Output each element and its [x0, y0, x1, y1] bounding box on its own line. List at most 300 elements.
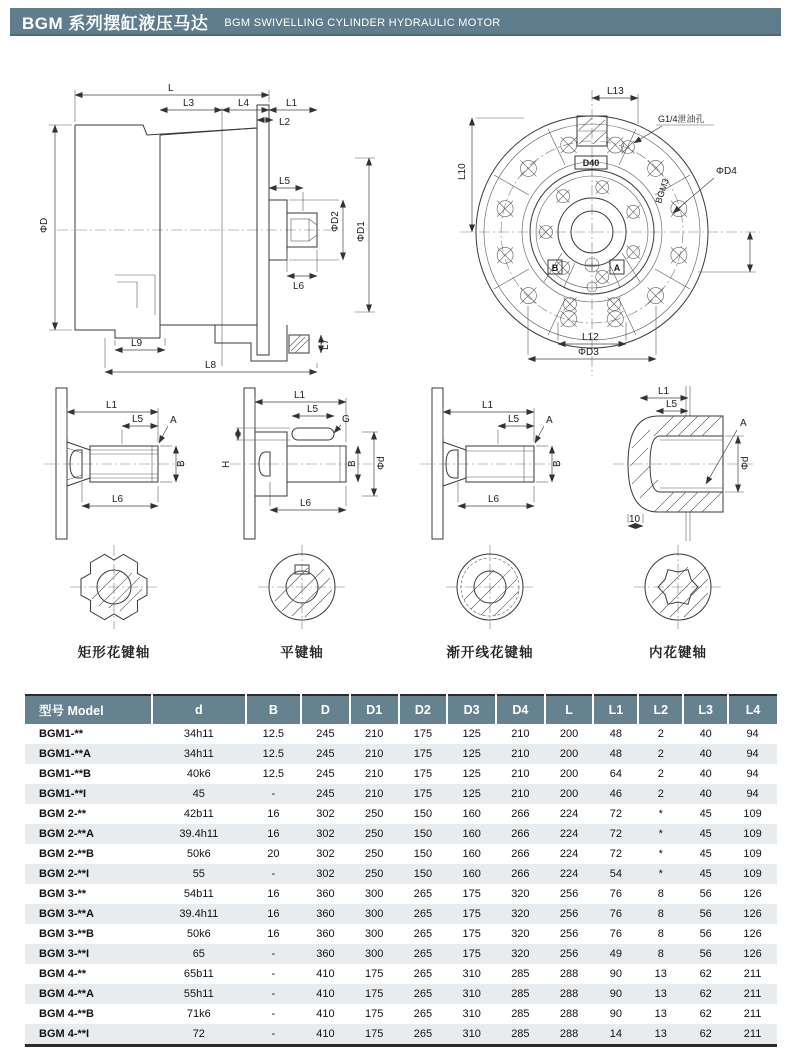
dim-label: ΦD4 [716, 166, 737, 177]
value-cell: 302 [316, 848, 335, 860]
flat-key-shaft-drawing [212, 386, 392, 541]
dim-label: L6 [488, 494, 500, 505]
value-cell: 109 [743, 808, 762, 820]
drain-annotation: G1/4泄油孔 [658, 114, 705, 124]
value-cell: 76 [609, 928, 623, 940]
value-cell: 310 [462, 1028, 481, 1040]
dim-label: B [552, 460, 563, 467]
value-cell: 175 [413, 788, 433, 800]
dim-label: Φd [740, 456, 751, 470]
value-cell: 211 [743, 988, 762, 1000]
value-cell: 46 [609, 788, 623, 800]
value-cell: 49 [609, 948, 623, 960]
value-cell: 54b11 [183, 888, 214, 900]
shaft-cell-internal-spline [584, 386, 772, 661]
value-cell: 266 [511, 828, 530, 840]
value-cell: 210 [364, 768, 384, 780]
dim-label: L6 [293, 281, 305, 292]
value-cell: 285 [511, 1028, 530, 1040]
value-cell: 16 [267, 928, 280, 940]
value-cell: 12.5 [262, 768, 285, 780]
value-cell: 90 [609, 968, 623, 980]
rect-spline-shaft-drawing [24, 386, 204, 541]
value-cell: 48 [609, 728, 623, 740]
value-cell: * [658, 828, 663, 840]
value-cell: 320 [511, 948, 530, 960]
value-cell: 2 [657, 788, 664, 800]
value-cell: 245 [316, 788, 335, 800]
model-cell: BGM 4-**A [39, 988, 95, 1000]
value-cell: 150 [413, 848, 433, 860]
value-cell: 300 [364, 908, 384, 920]
table-row [25, 1004, 777, 1024]
value-cell: 200 [559, 768, 579, 780]
value-cell: 76 [609, 908, 623, 920]
value-cell: 265 [413, 988, 433, 1000]
column-header: L [545, 695, 594, 724]
value-cell: 54 [609, 868, 623, 880]
value-cell: 34h11 [183, 728, 214, 740]
dim-label: L12 [582, 332, 599, 343]
value-cell: 90 [609, 988, 623, 1000]
value-cell: - [271, 1028, 276, 1040]
value-cell: 211 [743, 1028, 762, 1040]
value-cell: 175 [462, 908, 481, 920]
value-cell: 300 [364, 928, 384, 940]
dim-label: L5 [279, 176, 291, 187]
value-cell: 40 [699, 788, 712, 800]
value-cell: 150 [413, 828, 433, 840]
value-cell: 200 [559, 748, 579, 760]
page-header [10, 8, 781, 36]
model-cell: BGM1-**I [39, 788, 87, 800]
value-cell: - [271, 1008, 276, 1020]
value-cell: 8 [657, 908, 664, 920]
table-row [25, 884, 777, 904]
model-cell: BGM 4-** [39, 968, 87, 980]
dim-label: L1 [658, 386, 670, 397]
value-cell: 256 [559, 908, 579, 920]
value-cell: 12.5 [262, 748, 285, 760]
value-cell: 13 [654, 1028, 667, 1040]
value-cell: 13 [654, 1008, 667, 1020]
value-cell: 8 [657, 928, 664, 940]
internal-spline-shaft-drawing [588, 386, 768, 541]
value-cell: - [271, 788, 276, 800]
value-cell: 265 [413, 968, 433, 980]
value-cell: 94 [746, 728, 759, 740]
value-cell: 90 [609, 1008, 623, 1020]
value-cell: 285 [511, 968, 530, 980]
value-cell: 55 [192, 868, 205, 880]
value-cell: 250 [364, 868, 384, 880]
value-cell: 288 [559, 988, 579, 1000]
value-cell: 175 [364, 1008, 384, 1020]
dim-label: A [740, 418, 747, 429]
table-row [25, 784, 777, 804]
column-header: D4 [496, 695, 545, 724]
dim-label: Φd [376, 456, 387, 470]
value-cell: 40k6 [186, 768, 211, 780]
dim-label: 10 [629, 514, 641, 525]
value-cell: 40 [699, 728, 712, 740]
value-cell: 126 [743, 948, 762, 960]
value-cell: 360 [316, 888, 335, 900]
port-b-label: B [551, 263, 559, 273]
value-cell: 250 [364, 808, 384, 820]
column-header: L3 [683, 695, 728, 724]
dim-label: L5 [307, 404, 319, 415]
shaft-caption: 矩形花键轴 [77, 645, 151, 660]
value-cell: 310 [462, 968, 481, 980]
value-cell: 62 [699, 1028, 712, 1040]
value-cell: 125 [462, 788, 481, 800]
value-cell: - [271, 968, 276, 980]
value-cell: 285 [511, 988, 530, 1000]
value-cell: 175 [413, 748, 433, 760]
value-cell: 40 [699, 768, 712, 780]
shaft-variants-row [20, 386, 772, 661]
value-cell: 360 [316, 928, 335, 940]
value-cell: 64 [609, 768, 623, 780]
value-cell: 72 [609, 808, 623, 820]
value-cell: - [271, 868, 276, 880]
value-cell: 65b11 [183, 968, 214, 980]
value-cell: 410 [316, 988, 335, 1000]
value-cell: 302 [316, 868, 335, 880]
value-cell: 288 [559, 1028, 579, 1040]
value-cell: * [658, 848, 663, 860]
value-cell: 266 [511, 808, 530, 820]
table-row [25, 1024, 777, 1046]
value-cell: * [658, 868, 663, 880]
value-cell: 302 [316, 828, 335, 840]
value-cell: 160 [462, 808, 481, 820]
value-cell: 224 [559, 828, 579, 840]
internal-spline-section [618, 541, 738, 633]
page-title-en: BGM SWIVELLING CYLINDER HYDRAULIC MOTOR [224, 17, 501, 29]
model-cell: BGM 2-** [39, 808, 87, 820]
value-cell: 265 [413, 908, 433, 920]
dim-label: H [221, 460, 232, 468]
value-cell: 42b11 [183, 808, 214, 820]
value-cell: 410 [316, 1008, 335, 1020]
value-cell: 39.4h11 [179, 828, 219, 840]
value-cell: 56 [699, 948, 712, 960]
model-cell: BGM 4-**I [39, 1028, 90, 1040]
model-cell: BGM 2-**A [39, 828, 95, 840]
value-cell: 175 [462, 948, 481, 960]
value-cell: 302 [316, 808, 335, 820]
value-cell: 285 [511, 1008, 530, 1020]
value-cell: 76 [609, 888, 623, 900]
value-cell: 72 [609, 848, 623, 860]
model-face-label: BGM3 [653, 177, 671, 205]
dim-label: ΦD3 [578, 347, 599, 358]
dim-label: L6 [300, 498, 312, 509]
value-cell: 160 [462, 868, 481, 880]
shaft-caption: 平键轴 [280, 645, 324, 660]
value-cell: 48 [609, 748, 623, 760]
value-cell: 210 [511, 728, 530, 740]
column-header: D2 [399, 695, 448, 724]
flat-key-section [242, 541, 362, 633]
shaft-cell-flat-key [208, 386, 396, 661]
table-row [25, 724, 777, 744]
value-cell: 265 [413, 888, 433, 900]
dim-label: ΦD2 [330, 211, 341, 232]
model-cell: BGM 3-** [39, 888, 87, 900]
value-cell: 13 [654, 968, 667, 980]
value-cell: 50k6 [186, 928, 211, 940]
value-cell: 109 [743, 848, 762, 860]
value-cell: 250 [364, 828, 384, 840]
dim-label: L7 [320, 338, 331, 350]
table-row [25, 944, 777, 964]
value-cell: 72 [192, 1028, 205, 1040]
value-cell: 265 [413, 948, 433, 960]
value-cell: - [271, 988, 276, 1000]
value-cell: 224 [559, 848, 579, 860]
value-cell: 150 [413, 868, 433, 880]
column-header: B [246, 695, 301, 724]
table-body [25, 724, 777, 1046]
value-cell: 62 [699, 968, 712, 980]
value-cell: 210 [364, 788, 384, 800]
value-cell: 125 [462, 728, 481, 740]
value-cell: 245 [316, 728, 335, 740]
value-cell: 256 [559, 888, 579, 900]
dim-label: ΦD1 [356, 221, 367, 242]
page-title-zh: BGM 系列摆缸液压马达 [22, 13, 209, 33]
value-cell: 160 [462, 848, 481, 860]
value-cell: 360 [316, 948, 335, 960]
value-cell: 126 [743, 908, 762, 920]
value-cell: 265 [413, 1028, 433, 1040]
value-cell: 360 [316, 908, 335, 920]
value-cell: 265 [413, 928, 433, 940]
value-cell: 45 [699, 808, 712, 820]
shaft-caption: 内花键轴 [649, 645, 707, 660]
table-row [25, 904, 777, 924]
column-header: L1 [593, 695, 638, 724]
model-cell: BGM 4-**B [39, 1008, 95, 1020]
value-cell: 245 [316, 748, 335, 760]
value-cell: 2 [657, 768, 664, 780]
dim-label: L [168, 83, 174, 94]
dim-label: ΦD [39, 217, 50, 233]
value-cell: 56 [699, 928, 712, 940]
value-cell: - [271, 948, 276, 960]
value-cell: 175 [462, 888, 481, 900]
value-cell: 175 [364, 968, 384, 980]
value-cell: 245 [316, 768, 335, 780]
value-cell: 210 [511, 768, 530, 780]
value-cell: 50k6 [186, 848, 211, 860]
value-cell: 45 [699, 848, 712, 860]
value-cell: 126 [743, 928, 762, 940]
model-cell: BGM1-**B [39, 768, 91, 780]
dim-label: L13 [607, 86, 624, 97]
shaft-cell-rect-spline [20, 386, 208, 661]
value-cell: 65 [192, 948, 205, 960]
value-cell: 300 [364, 888, 384, 900]
value-cell: 94 [746, 788, 759, 800]
value-cell: 34h11 [183, 748, 214, 760]
value-cell: 125 [462, 748, 481, 760]
involute-spline-shaft-drawing [400, 386, 580, 541]
dim-label: L5 [508, 414, 520, 425]
value-cell: 40 [699, 748, 712, 760]
dim-label: L9 [131, 338, 143, 349]
value-cell: 288 [559, 968, 579, 980]
value-cell: 266 [511, 868, 530, 880]
dim-label: L6 [112, 494, 124, 505]
dim-label: B [176, 460, 187, 467]
value-cell: 109 [743, 868, 762, 880]
value-cell: 150 [413, 808, 433, 820]
value-cell: 410 [316, 968, 335, 980]
value-cell: 300 [364, 948, 384, 960]
dim-label: A [546, 415, 553, 426]
value-cell: 410 [316, 1028, 335, 1040]
column-header: D3 [447, 695, 496, 724]
port-a-label: A [613, 263, 621, 273]
value-cell: 62 [699, 988, 712, 1000]
value-cell: * [658, 808, 663, 820]
value-cell: 94 [746, 748, 759, 760]
dim-label: L1 [294, 390, 306, 401]
value-cell: 72 [609, 828, 623, 840]
value-cell: 2 [657, 728, 664, 740]
table-row [25, 984, 777, 1004]
value-cell: 126 [743, 888, 762, 900]
value-cell: 125 [462, 768, 481, 780]
value-cell: 16 [267, 908, 280, 920]
value-cell: 55h11 [183, 988, 214, 1000]
value-cell: 160 [462, 828, 481, 840]
dim-label: L1 [482, 400, 494, 411]
value-cell: 266 [511, 848, 530, 860]
value-cell: 94 [746, 768, 759, 780]
value-cell: 175 [364, 1028, 384, 1040]
dim-label: L1 [286, 98, 298, 109]
value-cell: 320 [511, 908, 530, 920]
value-cell: 210 [511, 788, 530, 800]
table-row [25, 964, 777, 984]
value-cell: 256 [559, 948, 579, 960]
value-cell: 210 [364, 728, 384, 740]
value-cell: 250 [364, 848, 384, 860]
value-cell: 8 [657, 948, 664, 960]
value-cell: 2 [657, 748, 664, 760]
dim-label: L5 [132, 414, 144, 425]
table-header-row [25, 695, 777, 724]
value-cell: 16 [267, 808, 280, 820]
value-cell: 13 [654, 988, 667, 1000]
dim-label: L3 [183, 98, 195, 109]
table-row [25, 764, 777, 784]
value-cell: 320 [511, 888, 530, 900]
value-cell: 175 [462, 928, 481, 940]
value-cell: 20 [267, 848, 280, 860]
dim-label: L2 [279, 117, 291, 128]
column-header: 型号 Model [25, 695, 152, 724]
value-cell: 8 [657, 888, 664, 900]
value-cell: 16 [267, 888, 280, 900]
value-cell: 45 [699, 868, 712, 880]
dim-label: L10 [457, 163, 468, 180]
column-header: D [301, 695, 350, 724]
model-cell: BGM 3-**A [39, 908, 95, 920]
shaft-cell-involute-spline [396, 386, 584, 661]
dim-label: L1 [106, 400, 118, 411]
table-row [25, 924, 777, 944]
table-row [25, 864, 777, 884]
side-view-drawing [25, 80, 425, 382]
value-cell: 224 [559, 808, 579, 820]
value-cell: 56 [699, 908, 712, 920]
value-cell: 200 [559, 728, 579, 740]
dimension-table [25, 694, 777, 1047]
column-header: L2 [638, 695, 683, 724]
value-cell: 62 [699, 1008, 712, 1020]
shaft-caption: 渐开线花键轴 [446, 645, 534, 660]
table-row [25, 744, 777, 764]
value-cell: 210 [364, 748, 384, 760]
dim-label: B [347, 460, 358, 467]
value-cell: 71k6 [186, 1008, 211, 1020]
value-cell: 256 [559, 928, 579, 940]
value-cell: 45 [192, 788, 205, 800]
value-cell: 320 [511, 928, 530, 940]
model-cell: BGM 2-**B [39, 848, 95, 860]
model-cell: BGM 3-**I [39, 948, 90, 960]
value-cell: 310 [462, 1008, 481, 1020]
column-header: L4 [728, 695, 777, 724]
value-cell: 288 [559, 1008, 579, 1020]
column-header: d [152, 695, 246, 724]
column-header: D1 [350, 695, 399, 724]
dim-label: L8 [205, 360, 217, 371]
value-cell: 310 [462, 988, 481, 1000]
value-cell: 39.4h11 [179, 908, 219, 920]
value-cell: 14 [609, 1028, 623, 1040]
value-cell: 175 [413, 728, 433, 740]
table-row [25, 804, 777, 824]
dim-label: L5 [666, 399, 678, 410]
value-cell: 56 [699, 888, 712, 900]
value-cell: 200 [559, 788, 579, 800]
value-cell: 224 [559, 868, 579, 880]
value-cell: 12.5 [262, 728, 285, 740]
value-cell: 175 [413, 768, 433, 780]
involute-spline-section [430, 541, 550, 633]
table-row [25, 844, 777, 864]
model-cell: BGM 2-**I [39, 868, 90, 880]
dim-label: A [170, 415, 177, 426]
table-row [25, 824, 777, 844]
value-cell: 211 [743, 968, 762, 980]
rect-spline-section [54, 541, 174, 633]
value-cell: 45 [699, 828, 712, 840]
model-cell: BGM1-**A [39, 748, 91, 760]
value-cell: 16 [267, 828, 280, 840]
model-cell: BGM 3-**B [39, 928, 95, 940]
value-cell: 211 [743, 1008, 762, 1020]
model-cell: BGM1-** [39, 728, 84, 740]
front-view-drawing [452, 82, 772, 382]
